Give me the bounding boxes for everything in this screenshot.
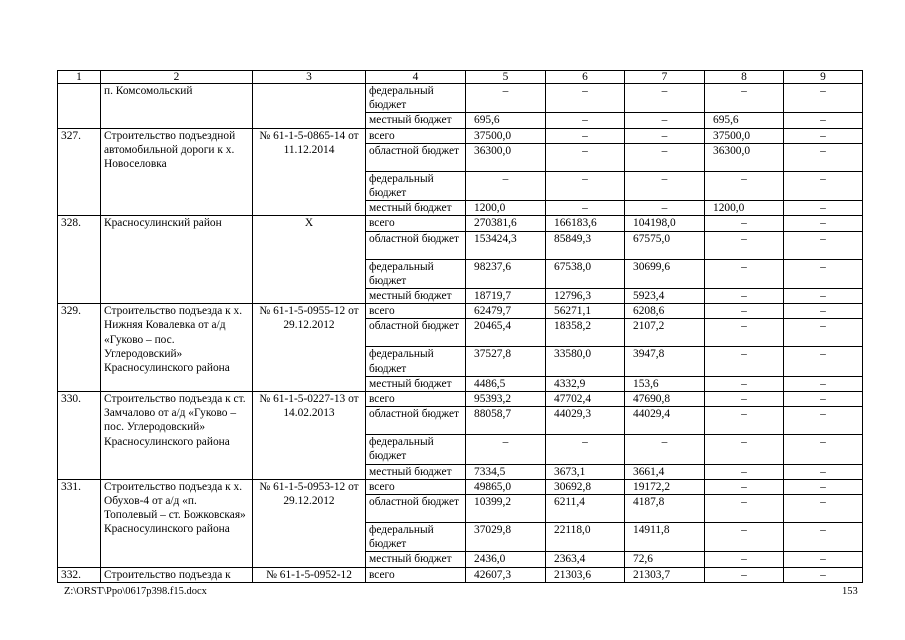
value-cell: 3947,8: [625, 347, 705, 376]
page-number: 153: [842, 586, 858, 597]
value-cell: 47702,4: [546, 392, 625, 407]
budget-source-label: всего: [366, 128, 466, 143]
object-name: Красносулинский район: [101, 216, 253, 304]
value-cell: –: [784, 347, 863, 376]
value-cell: –: [705, 216, 784, 231]
column-header: 7: [625, 71, 705, 84]
document-ref: № 61-1-5-0865-14 от 11.12.2014: [253, 128, 366, 216]
value-cell: 7334,5: [466, 464, 546, 479]
value-cell: 1200,0: [466, 201, 546, 216]
value-cell: 5923,4: [625, 289, 705, 304]
value-cell: –: [784, 259, 863, 288]
value-cell: 2363,4: [546, 552, 625, 567]
value-cell: 49865,0: [466, 479, 546, 494]
value-cell: 6211,4: [546, 495, 625, 523]
object-name: Строительство подъезда к х. Обухов-4 от а/д «п. Тополевый – ст. Божковская» Красносулинского района: [101, 479, 253, 567]
value-cell: 695,6: [466, 113, 546, 128]
value-cell: –: [784, 376, 863, 391]
value-cell: –: [705, 304, 784, 319]
budget-source-label: всего: [366, 392, 466, 407]
column-header: 6: [546, 71, 625, 84]
budget-source-label: местный бюджет: [366, 201, 466, 216]
document-ref: № 61-1-5-0227-13 от 14.02.2013: [253, 392, 366, 480]
row-number: 331.: [58, 479, 101, 567]
value-cell: 19172,2: [625, 479, 705, 494]
value-cell: 6208,6: [625, 304, 705, 319]
value-cell: 270381,6: [466, 216, 546, 231]
value-cell: –: [705, 435, 784, 464]
value-cell: 67538,0: [546, 259, 625, 288]
object-name: п. Комсомольский: [101, 84, 253, 129]
budget-source-label: всего: [366, 479, 466, 494]
document-ref: [253, 84, 366, 129]
value-cell: 18719,7: [466, 289, 546, 304]
object-name: Строительство подъезда к х. Нижняя Ковалевка от а/д «Гуково – пос. Углеродовский» Красносулинского района: [101, 304, 253, 392]
value-cell: –: [546, 128, 625, 143]
value-cell: 62479,7: [466, 304, 546, 319]
row-number: 329.: [58, 304, 101, 392]
value-cell: –: [466, 84, 546, 113]
budget-source-label: областной бюджет: [366, 495, 466, 523]
value-cell: 4486,5: [466, 376, 546, 391]
budget-source-label: областной бюджет: [366, 407, 466, 435]
table-row: [58, 392, 863, 407]
value-cell: –: [705, 464, 784, 479]
value-cell: 85849,3: [546, 231, 625, 259]
column-header: 8: [705, 71, 784, 84]
value-cell: –: [625, 171, 705, 200]
value-cell: 30699,6: [625, 259, 705, 288]
value-cell: –: [625, 84, 705, 113]
value-cell: 12796,3: [546, 289, 625, 304]
value-cell: –: [546, 143, 625, 171]
table-row: [58, 128, 863, 143]
value-cell: 695,6: [705, 113, 784, 128]
column-header: 5: [466, 71, 546, 84]
budget-source-label: федеральный бюджет: [366, 347, 466, 376]
value-cell: 153424,3: [466, 231, 546, 259]
budget-source-label: местный бюджет: [366, 376, 466, 391]
value-cell: –: [705, 407, 784, 435]
value-cell: 56271,1: [546, 304, 625, 319]
value-cell: 2436,0: [466, 552, 546, 567]
document-ref: № 61-1-5-0953-12 от 29.12.2012: [253, 479, 366, 567]
column-header: 4: [366, 71, 466, 84]
object-name: Строительство подъезда к: [101, 567, 253, 582]
value-cell: 21303,7: [625, 567, 705, 582]
value-cell: 95393,2: [466, 392, 546, 407]
value-cell: –: [784, 128, 863, 143]
value-cell: –: [784, 495, 863, 523]
value-cell: –: [546, 201, 625, 216]
value-cell: –: [705, 392, 784, 407]
value-cell: 10399,2: [466, 495, 546, 523]
value-cell: –: [705, 259, 784, 288]
row-number: 330.: [58, 392, 101, 480]
value-cell: 42607,3: [466, 567, 546, 582]
value-cell: 37500,0: [466, 128, 546, 143]
value-cell: –: [705, 347, 784, 376]
value-cell: –: [784, 523, 863, 552]
row-number: 332.: [58, 567, 101, 582]
value-cell: –: [784, 216, 863, 231]
value-cell: –: [625, 435, 705, 464]
value-cell: –: [705, 84, 784, 113]
budget-source-label: федеральный бюджет: [366, 171, 466, 200]
object-name: Строительство подъездной автомобильной дороги к х. Новоселовка: [101, 128, 253, 216]
value-cell: –: [784, 464, 863, 479]
document-ref: № 61-1-5-0952-12: [253, 567, 366, 582]
document-ref: № 61-1-5-0955-12 от 29.12.2012: [253, 304, 366, 392]
value-cell: –: [784, 231, 863, 259]
value-cell: –: [784, 304, 863, 319]
budget-source-label: всего: [366, 304, 466, 319]
column-header: 2: [101, 71, 253, 84]
table-row: [58, 216, 863, 231]
value-cell: –: [625, 128, 705, 143]
document-ref: Х: [253, 216, 366, 304]
value-cell: –: [705, 552, 784, 567]
budget-source-label: местный бюджет: [366, 552, 466, 567]
object-name: Строительство подъезда к ст. Замчалово от а/д «Гуково – пос. Углеродовский» Красносулинского района: [101, 392, 253, 480]
row-number: 328.: [58, 216, 101, 304]
value-cell: 37527,8: [466, 347, 546, 376]
value-cell: –: [705, 171, 784, 200]
value-cell: 21303,6: [546, 567, 625, 582]
value-cell: 3661,4: [625, 464, 705, 479]
value-cell: –: [546, 84, 625, 113]
value-cell: –: [466, 435, 546, 464]
value-cell: 18358,2: [546, 319, 625, 347]
value-cell: –: [784, 171, 863, 200]
header-row: [58, 71, 863, 84]
value-cell: 22118,0: [546, 523, 625, 552]
value-cell: 37029,8: [466, 523, 546, 552]
value-cell: 47690,8: [625, 392, 705, 407]
table-row: [58, 479, 863, 494]
value-cell: 14911,8: [625, 523, 705, 552]
value-cell: 104198,0: [625, 216, 705, 231]
value-cell: –: [705, 289, 784, 304]
value-cell: –: [705, 567, 784, 582]
budget-source-label: областной бюджет: [366, 143, 466, 171]
value-cell: 4187,8: [625, 495, 705, 523]
value-cell: –: [705, 319, 784, 347]
value-cell: –: [705, 495, 784, 523]
value-cell: –: [784, 201, 863, 216]
value-cell: –: [784, 143, 863, 171]
column-header: 1: [58, 71, 101, 84]
value-cell: –: [784, 552, 863, 567]
value-cell: –: [546, 113, 625, 128]
budget-source-label: областной бюджет: [366, 231, 466, 259]
value-cell: –: [784, 113, 863, 128]
value-cell: 1200,0: [705, 201, 784, 216]
value-cell: 4332,9: [546, 376, 625, 391]
row-number: 327.: [58, 128, 101, 216]
value-cell: –: [546, 435, 625, 464]
value-cell: –: [784, 407, 863, 435]
table-row: [58, 567, 863, 582]
value-cell: –: [784, 84, 863, 113]
budget-source-label: федеральный бюджет: [366, 259, 466, 288]
value-cell: 67575,0: [625, 231, 705, 259]
value-cell: –: [705, 376, 784, 391]
budget-source-label: всего: [366, 216, 466, 231]
value-cell: 20465,4: [466, 319, 546, 347]
budget-source-label: федеральный бюджет: [366, 523, 466, 552]
value-cell: –: [625, 201, 705, 216]
value-cell: 36300,0: [466, 143, 546, 171]
budget-source-label: всего: [366, 567, 466, 582]
file-path: Z:\ORST\Ppo\0617p398.f15.docx: [64, 586, 207, 597]
value-cell: 44029,4: [625, 407, 705, 435]
value-cell: 3673,1: [546, 464, 625, 479]
table-row: [58, 84, 863, 113]
budget-source-label: местный бюджет: [366, 464, 466, 479]
value-cell: –: [784, 392, 863, 407]
value-cell: 44029,3: [546, 407, 625, 435]
value-cell: 72,6: [625, 552, 705, 567]
value-cell: –: [705, 479, 784, 494]
budget-source-label: местный бюджет: [366, 113, 466, 128]
column-header: 9: [784, 71, 863, 84]
value-cell: 98237,6: [466, 259, 546, 288]
budget-source-label: областной бюджет: [366, 319, 466, 347]
row-number: [58, 84, 101, 129]
value-cell: –: [546, 171, 625, 200]
value-cell: –: [784, 289, 863, 304]
value-cell: –: [466, 171, 546, 200]
budget-source-label: местный бюджет: [366, 289, 466, 304]
value-cell: –: [705, 523, 784, 552]
budget-table: [57, 70, 863, 583]
value-cell: 166183,6: [546, 216, 625, 231]
value-cell: –: [784, 435, 863, 464]
value-cell: 88058,7: [466, 407, 546, 435]
column-header: 3: [253, 71, 366, 84]
table-row: [58, 304, 863, 319]
value-cell: 153,6: [625, 376, 705, 391]
budget-source-label: федеральный бюджет: [366, 84, 466, 113]
value-cell: 36300,0: [705, 143, 784, 171]
value-cell: –: [625, 143, 705, 171]
value-cell: 37500,0: [705, 128, 784, 143]
value-cell: 30692,8: [546, 479, 625, 494]
value-cell: 2107,2: [625, 319, 705, 347]
budget-source-label: федеральный бюджет: [366, 435, 466, 464]
value-cell: –: [625, 113, 705, 128]
value-cell: 33580,0: [546, 347, 625, 376]
value-cell: –: [784, 319, 863, 347]
value-cell: –: [705, 231, 784, 259]
value-cell: –: [784, 567, 863, 582]
value-cell: –: [784, 479, 863, 494]
